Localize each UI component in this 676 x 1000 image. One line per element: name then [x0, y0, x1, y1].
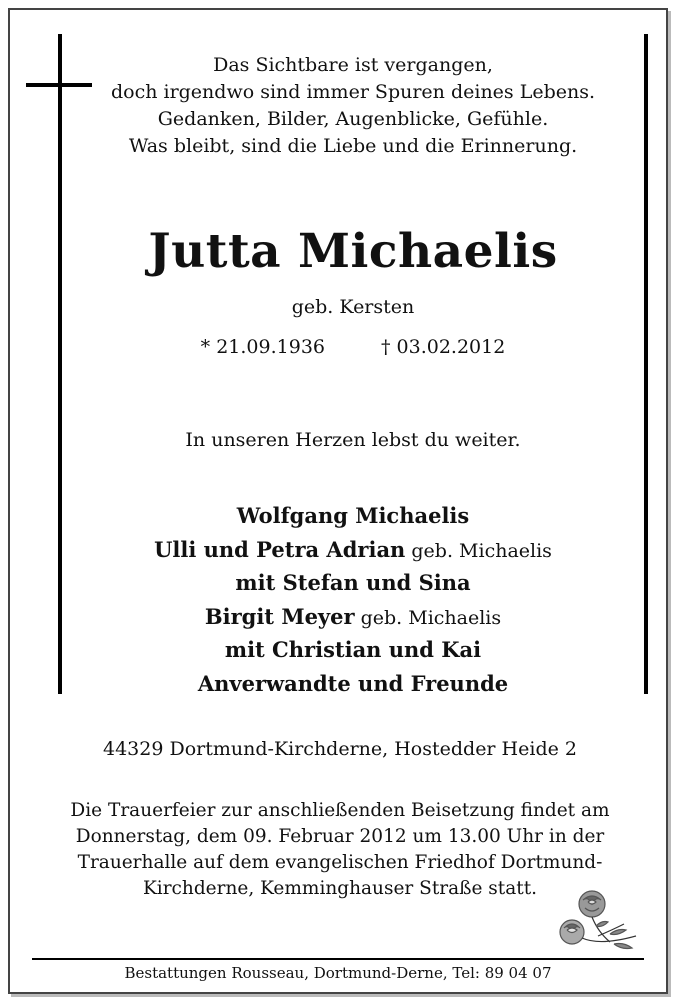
footer-divider [32, 958, 644, 960]
service-line: Trauerhalle auf dem evangelischen Friedhof Dortmund- [77, 852, 603, 873]
mourner-name: Ulli und Petra Adrian [154, 536, 406, 562]
mourner-line [64, 634, 642, 668]
death-date: † 03.02.2012 [381, 336, 506, 358]
mourners-list [64, 500, 642, 701]
birth-date: * 21.09.1936 [200, 336, 325, 358]
mourner-note: geb. Michaelis [354, 606, 502, 629]
mourner-name: Wolfgang Michaelis [236, 503, 470, 528]
service-line: Die Trauerfeier zur anschließenden Beisetzung findet am [70, 800, 610, 821]
mourner-name: mit Christian und Kai [224, 637, 482, 662]
mourner-line [64, 668, 642, 702]
mourner-line [64, 534, 642, 568]
mourner-name: mit Stefan und Sina [235, 570, 471, 595]
mourner-line [64, 500, 642, 534]
mourner-name: Anverwandte und Freunde [197, 670, 509, 696]
right-border-line [644, 34, 648, 694]
mourner-name: Birgit Meyer [204, 603, 355, 629]
service-line: Donnerstag, dem 09. Februar 2012 um 13.00 Uhr in der [75, 826, 605, 847]
poem-line: doch irgendwo sind immer Spuren deines Lebens. [110, 81, 596, 103]
funeral-home-footer: Bestattungen Rousseau, Dortmund-Derne, Tel: 89 04 07 [124, 964, 552, 982]
family-address: 44329 Dortmund-Kirchderne, Hostedder Heide 2 [103, 738, 577, 760]
cross-icon [58, 34, 62, 694]
poem [64, 52, 642, 160]
mourner-line [64, 601, 642, 635]
mourner-line [64, 567, 642, 601]
poem-line: Gedanken, Bilder, Augenblicke, Gefühle. [157, 108, 549, 130]
deceased-name: Jutta Michaelis [148, 224, 558, 279]
life-dates [64, 334, 642, 360]
birth-name: geb. Kersten [291, 296, 415, 318]
mourner-note: geb. Michaelis [405, 539, 552, 562]
poem-line: Was bleibt, sind die Liebe und die Erinnerung. [128, 135, 578, 157]
service-line: Kirchderne, Kemminghauser Straße statt. [142, 878, 538, 899]
poem-line: Das Sichtbare ist vergangen, [213, 54, 493, 76]
roses-icon [552, 884, 644, 958]
funeral-service-notice [40, 798, 640, 902]
motto: In unseren Herzen lebst du weiter. [185, 429, 521, 451]
